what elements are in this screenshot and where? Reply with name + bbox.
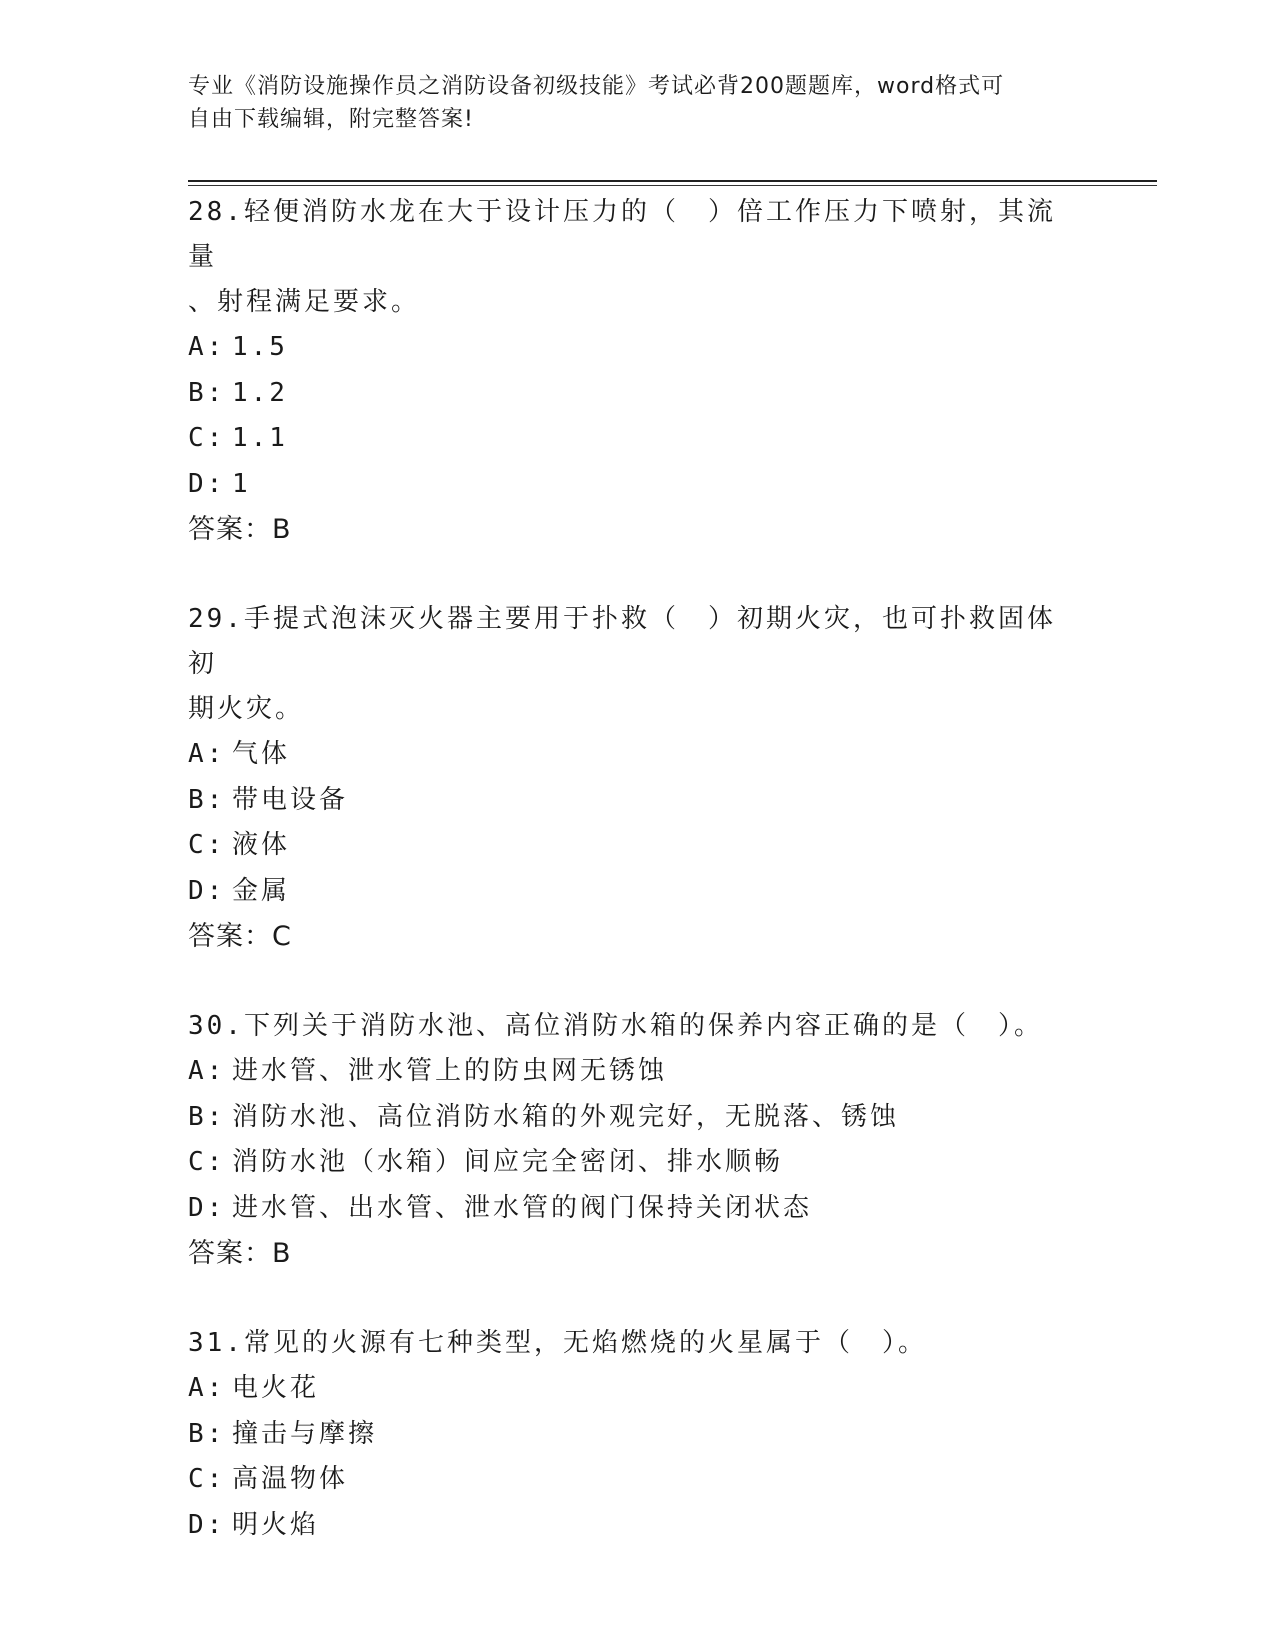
option-key: A: bbox=[188, 739, 226, 769]
option-key: C: bbox=[188, 1464, 226, 1494]
option-d bbox=[188, 1503, 1078, 1549]
option-b bbox=[188, 778, 1078, 824]
option-text: 进水管、泄水管上的防虫网无锈蚀 bbox=[232, 1056, 668, 1086]
spacer bbox=[188, 552, 1078, 597]
option-text: 金属 bbox=[232, 875, 291, 906]
question-text-line-1: 31.常见的火源有七种类型，无焰燃烧的火星属于（ ）。 bbox=[188, 1328, 927, 1358]
question-text-line-1: 30.下列关于消防水池、高位消防水箱的保养内容正确的是（ ）。 bbox=[188, 1011, 1043, 1041]
option-b bbox=[188, 371, 1078, 417]
option-text: 明火焰 bbox=[232, 1509, 320, 1540]
option-key: A: bbox=[188, 1056, 226, 1086]
option-b bbox=[188, 1412, 1078, 1458]
header-divider-thick bbox=[188, 180, 1157, 182]
question-text-line-2: 期火灾。 bbox=[188, 694, 305, 724]
option-d bbox=[188, 462, 1078, 508]
option-text: 高温物体 bbox=[232, 1464, 349, 1494]
document-header bbox=[188, 70, 1068, 136]
spacer bbox=[188, 959, 1078, 1004]
question-28 bbox=[188, 190, 1078, 552]
option-key: B: bbox=[188, 377, 226, 408]
answer: 答案：B bbox=[188, 1238, 292, 1269]
option-text: 电火花 bbox=[232, 1373, 320, 1403]
option-a bbox=[188, 1366, 1078, 1412]
option-text: 带电设备 bbox=[232, 784, 349, 815]
option-c bbox=[188, 1140, 1078, 1186]
option-key: B: bbox=[188, 784, 226, 815]
option-text: 1.1 bbox=[232, 423, 288, 453]
option-d bbox=[188, 1186, 1078, 1232]
question-text-line-2: 、射程满足要求。 bbox=[188, 287, 421, 317]
question-text-line-1: 28.轻便消防水龙在大于设计压力的（ ）倍工作压力下喷射，其流量 bbox=[188, 197, 1056, 272]
option-key: D: bbox=[188, 468, 226, 499]
header-line-1: 专业《消防设施操作员之消防设备初级技能》考试必背200题题库，word格式可 bbox=[188, 74, 1005, 99]
option-c bbox=[188, 416, 1078, 462]
option-key: D: bbox=[188, 1509, 226, 1540]
option-c bbox=[188, 1457, 1078, 1503]
option-a bbox=[188, 1049, 1078, 1095]
option-text: 液体 bbox=[232, 830, 291, 860]
option-text: 进水管、出水管、泄水管的阀门保持关闭状态 bbox=[232, 1192, 813, 1223]
answer: 答案：C bbox=[188, 921, 292, 952]
question-29 bbox=[188, 597, 1078, 959]
option-text: 消防水池（水箱）间应完全密闭、排水顺畅 bbox=[232, 1147, 784, 1177]
option-a bbox=[188, 325, 1078, 371]
option-a bbox=[188, 732, 1078, 778]
option-text: 1.2 bbox=[232, 377, 288, 408]
option-key: B: bbox=[188, 1101, 226, 1132]
option-text: 1 bbox=[232, 468, 251, 499]
option-key: D: bbox=[188, 875, 226, 906]
header-line-2: 自由下载编辑，附完整答案! bbox=[188, 107, 474, 132]
header-divider-thin bbox=[188, 185, 1157, 186]
option-key: B: bbox=[188, 1418, 226, 1449]
question-31 bbox=[188, 1321, 1078, 1548]
option-text: 消防水池、高位消防水箱的外观完好，无脱落、锈蚀 bbox=[232, 1101, 900, 1132]
option-d bbox=[188, 869, 1078, 915]
option-b bbox=[188, 1095, 1078, 1141]
option-key: C: bbox=[188, 1147, 226, 1177]
spacer bbox=[188, 1276, 1078, 1321]
option-key: D: bbox=[188, 1192, 226, 1223]
option-text: 气体 bbox=[232, 739, 291, 769]
option-key: A: bbox=[188, 1373, 226, 1403]
option-key: A: bbox=[188, 332, 226, 362]
option-key: C: bbox=[188, 830, 226, 860]
option-text: 1.5 bbox=[232, 332, 288, 362]
option-key: C: bbox=[188, 423, 226, 453]
question-text-line-1: 29.手提式泡沫灭火器主要用于扑救（ ）初期火灾，也可扑救固体初 bbox=[188, 604, 1056, 679]
question-list bbox=[188, 190, 1078, 1548]
question-30 bbox=[188, 1004, 1078, 1276]
option-c bbox=[188, 823, 1078, 869]
option-text: 撞击与摩擦 bbox=[232, 1418, 378, 1449]
answer: 答案：B bbox=[188, 514, 292, 545]
